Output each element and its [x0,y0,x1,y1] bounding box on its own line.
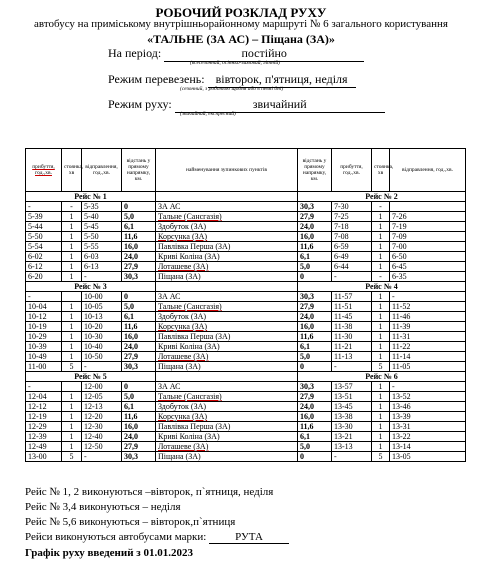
table-cell: 16,0 [298,322,332,332]
table-cell: 6,1 [122,312,156,322]
table-cell: 1 [372,332,390,342]
table-cell: 1 [372,322,390,332]
table-cell: - [82,362,122,372]
footer-effective-date: Графік руху введений з 01.01.2023 [25,547,193,559]
table-cell: 11-22 [390,342,466,352]
schedule-table [25,148,466,462]
mode-value: вівторок, п'ятниця, неділя [208,72,356,88]
table-cell: 6-20 [26,272,62,282]
trip-header-row [26,282,466,292]
table-cell: 12-29 [26,422,62,432]
table-cell: 0 [298,452,332,462]
table-cell: 13-05 [390,452,466,462]
table-row [26,312,466,322]
table-cell: Тальне (Сансгазія) [156,212,298,222]
table-cell: 11-45 [332,312,372,322]
table-cell: 1 [62,222,82,232]
table-cell: 7-26 [390,212,466,222]
footer-trips-1-2: Рейс № 1, 2 виконуються –вівторок, п`ятниця, неділя [25,486,274,498]
table-cell: 6-02 [26,252,62,262]
table-row [26,392,466,402]
table-cell: 7-19 [390,222,466,232]
table-cell: 1 [62,332,82,342]
table-cell: 27,9 [122,262,156,272]
table-row [26,252,466,262]
table-cell: 1 [372,262,390,272]
table-cell: 5-50 [82,232,122,242]
table-cell: 11-13 [332,352,372,362]
table-cell: 1 [62,272,82,282]
table-cell: 16,0 [122,422,156,432]
table-cell: 11-52 [390,302,466,312]
col-header: відправлення, год.,хв. [390,149,466,192]
table-cell: Лоташеве (ЗА) [156,442,298,452]
table-cell: 1 [372,342,390,352]
table-cell: 6-49 [332,252,372,262]
table-cell: 11,6 [298,242,332,252]
table-cell: 11-30 [332,332,372,342]
table-cell: 12-20 [82,412,122,422]
table-cell: 1 [62,352,82,362]
table-cell: 5,0 [122,302,156,312]
table-cell: 0 [122,202,156,212]
table-cell: 30,3 [122,362,156,372]
table-cell: - [62,202,82,212]
table-cell: 0 [298,272,332,282]
table-cell: 16,0 [122,332,156,342]
table-cell: - [82,272,122,282]
table-cell: Здобуток (ЗА) [156,222,298,232]
table-cell: 6,1 [122,402,156,412]
table-cell: - [372,272,390,282]
table-cell: 6-12 [26,262,62,272]
table-cell: 12-12 [26,402,62,412]
table-cell: Лоташеве (ЗА) [156,262,298,272]
trip-label-right: Рейс № 6 [298,372,466,382]
table-cell: 5-54 [26,242,62,252]
table-cell: 6-35 [390,272,466,282]
table-cell: 5,0 [298,262,332,272]
table-cell: 10-40 [82,342,122,352]
table-cell: 10-19 [26,322,62,332]
trip-label-left: Рейс № 3 [26,282,156,292]
period-note: (всесезонний, осінньо-зимовий, літній) [190,60,280,66]
table-cell: - [390,292,466,302]
table-cell: 13-21 [332,432,372,442]
route-name: «ТАЛЬНЕ (ЗА АС) – Піщана (ЗА)» [147,32,335,46]
trip-header-row [26,192,466,202]
table-cell: 11-46 [390,312,466,322]
table-cell: 1 [372,312,390,322]
table-cell: Піщана (ЗА) [156,452,298,462]
table-cell: 30,3 [122,452,156,462]
table-row [26,202,466,212]
table-cell: 0 [122,292,156,302]
regime-field [108,97,385,113]
table-cell: 11-05 [390,362,466,372]
mode-label: Режим перевезень: [108,72,205,86]
table-cell: ЗА АС [156,382,298,392]
table-cell: Павлівка Перша (ЗА) [156,332,298,342]
table-cell: 6-03 [82,252,122,262]
table-cell: 11,6 [298,332,332,342]
table-cell: 0 [298,362,332,372]
table-cell: 5 [372,362,390,372]
table-cell: 7-30 [332,202,372,212]
table-cell: 1 [372,382,390,392]
table-cell: 12-39 [26,432,62,442]
table-cell: 12-40 [82,432,122,442]
table-cell: 16,0 [298,412,332,422]
trip-label-left: Рейс № 5 [26,372,156,382]
table-row [26,412,466,422]
table-cell: 13-38 [332,412,372,422]
table-cell: 7-09 [390,232,466,242]
table-row [26,242,466,252]
table-cell: - [332,272,372,282]
table-cell: - [332,362,372,372]
table-cell: 1 [372,392,390,402]
table-cell: Криві Коліна (ЗА) [156,432,298,442]
table-cell: 1 [62,242,82,252]
table-row [26,442,466,452]
period-label: На період: [108,46,162,60]
table-cell: Здобуток (ЗА) [156,402,298,412]
table-cell: 13-52 [390,392,466,402]
table-cell: 10-12 [26,312,62,322]
table-cell: 5-39 [26,212,62,222]
table-cell: 5 [62,362,82,372]
table-cell: 1 [372,412,390,422]
footer-carrier [25,531,289,544]
table-cell: 27,9 [298,392,332,402]
table-cell: 1 [372,292,390,302]
table-cell: 11-14 [390,352,466,362]
table-cell: 1 [372,222,390,232]
table-cell: 1 [372,242,390,252]
table-cell: 1 [372,442,390,452]
table-header-row [26,149,466,192]
table-row [26,302,466,312]
table-cell: - [372,202,390,212]
table-cell: - [82,452,122,462]
table-cell: 10-04 [26,302,62,312]
table-cell: 6,1 [298,342,332,352]
table-row [26,352,466,362]
col-header: відправлення, год.,хв. [82,149,122,192]
table-row [26,432,466,442]
table-cell: Корсунка (ЗА) [156,232,298,242]
table-cell: 7-18 [332,222,372,232]
table-row [26,292,466,302]
table-cell: 5 [62,452,82,462]
table-row [26,452,466,462]
table-cell: 30,3 [298,382,332,392]
table-cell: 13-31 [390,422,466,432]
table-cell: 6-50 [390,252,466,262]
regime-label: Режим руху: [108,97,172,111]
col-header: найменування зупинкових пунктів [156,149,298,192]
table-cell: 10-05 [82,302,122,312]
table-cell: 1 [62,262,82,272]
table-cell: 1 [62,422,82,432]
table-cell: 5-55 [82,242,122,252]
table-cell: 13-39 [390,412,466,422]
table-cell: Корсунка (ЗА) [156,412,298,422]
table-cell: 6-59 [332,242,372,252]
footer-trips-5-6: Рейс № 5,6 виконуються – вівторок,п`ятниця [25,516,236,528]
col-header: прибуття, год.,хв. [26,149,62,192]
table-cell: 5,0 [122,212,156,222]
table-cell: 5-45 [82,222,122,232]
table-cell: 12-19 [26,412,62,422]
table-cell: 13-00 [26,452,62,462]
table-cell: 0 [122,382,156,392]
table-cell: 6-44 [332,262,372,272]
table-cell: 1 [372,212,390,222]
table-cell: 1 [62,302,82,312]
table-cell: Тальне (Сансгазія) [156,302,298,312]
table-cell: 13-57 [332,382,372,392]
table-cell: 30,3 [298,202,332,212]
table-cell: Піщана (ЗА) [156,362,298,372]
table-cell: 1 [62,232,82,242]
table-cell [62,382,82,392]
table-cell: 30,3 [122,272,156,282]
table-cell: 24,0 [298,222,332,232]
trip-header-spacer [156,282,298,292]
table-cell: 10-20 [82,322,122,332]
table-cell: 1 [62,442,82,452]
trip-header-spacer [156,372,298,382]
table-cell: 24,0 [298,402,332,412]
carrier-label: Рейси виконуються автобусами марки: [25,531,207,543]
table-row [26,342,466,352]
period-value: постійно [164,46,364,62]
regime-value: звичайний [175,97,385,113]
col-header: стоянка, хв [372,149,390,192]
document-title: РОБОЧИЙ РОЗКЛАД РУХУ [155,5,327,20]
table-cell: 30,3 [298,292,332,302]
table-cell: 24,0 [298,312,332,322]
footer-trips-3-4: Рейс № 3,4 виконуються – неділя [25,501,181,513]
table-cell: 1 [62,212,82,222]
table-cell: 11-38 [332,322,372,332]
table-cell: 1 [372,232,390,242]
table-cell: 13-22 [390,432,466,442]
trip-header-spacer [156,192,298,202]
mode-note: (сезонний, з роботою щодня або в певні дні) [180,86,284,92]
table-cell: 10-49 [26,352,62,362]
table-cell: 12-49 [26,442,62,452]
table-cell: 10-29 [26,332,62,342]
table-cell: 24,0 [122,252,156,262]
table-cell: 12-30 [82,422,122,432]
col-header: стоянка, хв [62,149,82,192]
table-row [26,422,466,432]
table-row [26,382,466,392]
table-cell: 7-00 [390,242,466,252]
table-cell: 1 [372,402,390,412]
table-cell: 1 [372,252,390,262]
table-cell: - [390,382,466,392]
table-cell: 16,0 [298,232,332,242]
table-cell: Павлівка Перша (ЗА) [156,422,298,432]
table-cell: 7-08 [332,232,372,242]
table-cell: 12-04 [26,392,62,402]
table-cell: 24,0 [122,342,156,352]
col-header: відстань у прямому напрямку, км. [298,149,332,192]
table-cell: 12-05 [82,392,122,402]
table-cell: 1 [372,422,390,432]
table-cell: 27,9 [122,442,156,452]
table-cell: Криві Коліна (ЗА) [156,252,298,262]
table-cell: 13-13 [332,442,372,452]
table-cell: Здобуток (ЗА) [156,312,298,322]
table-cell: 16,0 [122,242,156,252]
table-cell: 11-51 [332,302,372,312]
table-cell: 6,1 [298,252,332,262]
table-cell: 27,9 [298,302,332,312]
table-cell: 1 [372,302,390,312]
table-row [26,332,466,342]
table-cell: 12-50 [82,442,122,452]
col-header: відстань у прямому напрямку, км. [122,149,156,192]
table-cell: 1 [62,412,82,422]
table-cell: 27,9 [122,352,156,362]
table-cell [62,292,82,302]
table-row [26,362,466,372]
table-cell: 24,0 [122,432,156,442]
table-cell: 6,1 [298,432,332,442]
table-cell: Корсунка (ЗА) [156,322,298,332]
table-row [26,222,466,232]
table-cell: 1 [62,402,82,412]
table-cell: 10-00 [82,292,122,302]
table-cell: 1 [62,312,82,322]
table-row [26,232,466,242]
table-cell: 1 [62,392,82,402]
document-subtitle: автобусу на приміському внутрішньорайонному маршруті № 6 загального користування [34,18,448,30]
table-cell: 11-00 [26,362,62,372]
table-cell: 27,9 [298,212,332,222]
trip-label-right: Рейс № 4 [298,282,466,292]
table-cell: 11,6 [122,412,156,422]
table-cell: 5-44 [26,222,62,232]
table-cell: 5-50 [26,232,62,242]
table-cell: 6,1 [122,222,156,232]
table-cell: Павлівка Перша (ЗА) [156,242,298,252]
table-cell: 13-30 [332,422,372,432]
table-cell: - [332,452,372,462]
table-cell: - [26,292,62,302]
table-cell: 5-40 [82,212,122,222]
table-cell: 1 [62,342,82,352]
table-cell: Піщана (ЗА) [156,272,298,282]
table-cell: ЗА АС [156,292,298,302]
table-cell: 6-45 [390,262,466,272]
table-cell: - [26,382,62,392]
table-cell: 11-21 [332,342,372,352]
table-row [26,262,466,272]
table-cell: 5,0 [298,442,332,452]
table-cell: 10-30 [82,332,122,342]
col-header: прибуття, год.,хв. [332,149,372,192]
table-cell: 11-57 [332,292,372,302]
carrier-value: РУТА [209,531,289,544]
table-cell: 12-00 [82,382,122,392]
trip-label-left: Рейс № 1 [26,192,156,202]
table-row [26,322,466,332]
table-cell: Лоташеве (ЗА) [156,352,298,362]
table-cell: 1 [62,432,82,442]
table-cell: 7-25 [332,212,372,222]
table-cell: 1 [62,322,82,332]
table-cell: 5-35 [82,202,122,212]
table-cell: 13-46 [390,402,466,412]
table-cell: 6-13 [82,262,122,272]
table-cell: 1 [62,252,82,262]
table-cell: Криві Коліна (ЗА) [156,342,298,352]
table-cell: Тальне (Сансгазія) [156,392,298,402]
table-cell: 13-51 [332,392,372,402]
table-cell: - [26,202,62,212]
regime-note: (звичайний, експресний) [180,111,236,117]
table-cell: 11-31 [390,332,466,342]
table-cell: 11,6 [122,232,156,242]
table-row [26,212,466,222]
table-cell: 1 [372,432,390,442]
table-cell: 12-13 [82,402,122,412]
table-cell: 11,6 [122,322,156,332]
table-cell: 1 [372,352,390,362]
table-cell: 10-13 [82,312,122,322]
table-cell: 13-14 [390,442,466,452]
schedule-body [26,192,466,462]
table-cell: 11,6 [298,422,332,432]
trip-label-right: Рейс № 2 [298,192,466,202]
table-row [26,272,466,282]
table-cell: 13-45 [332,402,372,412]
table-cell: 5 [372,452,390,462]
table-cell: 10-39 [26,342,62,352]
table-cell: ЗА АС [156,202,298,212]
table-row [26,402,466,412]
table-cell [390,202,466,212]
trip-header-row [26,372,466,382]
table-cell: 5,0 [122,392,156,402]
table-cell: 10-50 [82,352,122,362]
table-cell: 11-39 [390,322,466,332]
table-cell: 5,0 [298,352,332,362]
